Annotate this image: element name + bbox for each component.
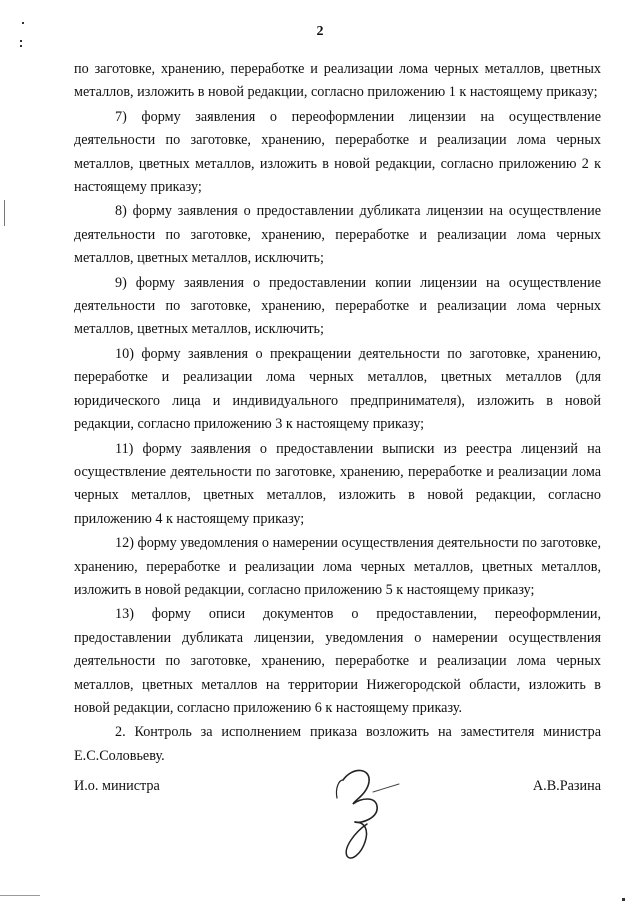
paragraph: 11) форму заявления о предоставлении выписки из реестра лицензий на осуществление деятельности по заготовке, хранению, переработке и реализации лома черных металлов, цветных металлов, изложить в новой редакции, согласно приложению 4 к настоящему приказу;: [74, 440, 601, 527]
document-body: [74, 58, 601, 769]
paragraph: по заготовке, хранению, переработке и реализации лома черных металлов, цветных металлов, изложить в новой редакции, согласно приложению 1 к настоящему приказу;: [74, 61, 601, 101]
signatory-name: А.В.Разина: [532, 778, 601, 794]
signatory-position: И.о. министра: [74, 778, 160, 794]
handwritten-signature: [325, 758, 415, 868]
paragraph: 13) форму описи документов о предоставлении, переоформлении, предоставлении дубликата лицензии, уведомления о намерении осуществления деятельности по заготовке, хранению, переработке и реализации лома черных металлов, цветных металлов на территории Нижегородской области, изложить в новой редакции, согласно приложению 6 к настоящему приказу.: [74, 606, 601, 716]
scan-mark: [22, 22, 24, 24]
scan-mark: [622, 898, 625, 901]
page-number: 2: [316, 24, 324, 39]
scan-mark: [20, 40, 22, 42]
scan-mark: [0, 895, 40, 896]
scan-mark: [20, 45, 22, 47]
paragraph: 12) форму уведомления о намерении осуществления деятельности по заготовке, хранению, переработке и реализации лома черных металлов, цветных металлов, изложить в новой редакции, согласно приложению 5 к настоящему приказу;: [74, 535, 601, 598]
paragraph: 9) форму заявления о предоставлении копии лицензии на осуществление деятельности по заготовке, хранению, переработке и реализации лома черных металлов, цветных металлов, исключить;: [74, 274, 601, 338]
paragraph: 10) форму заявления о прекращении деятельности по заготовке, хранению, переработке и реализации лома черных металлов, цветных металлов (для юридического лица и индивидуального предпринимателя), изложить в новой редакции, согласно приложению 3 к настоящему приказу;: [74, 345, 601, 433]
paragraph: 2. Контроль за исполнением приказа возложить на заместителя министра Е.С.Соловьеву.: [74, 724, 601, 764]
paragraph: 7) форму заявления о переоформлении лицензии на осуществление деятельности по заготовке, хранению, переработке и реализации лома черных металлов, цветных металлов, изложить в новой редакции, согласно приложению 2 к настоящему приказу;: [74, 108, 601, 196]
scan-mark: [4, 200, 5, 226]
paragraph: 8) форму заявления о предоставлении дубликата лицензии на осуществление деятельности по заготовке, хранению, переработке и реализации лома черных металлов, цветных металлов, исключить;: [74, 203, 601, 267]
